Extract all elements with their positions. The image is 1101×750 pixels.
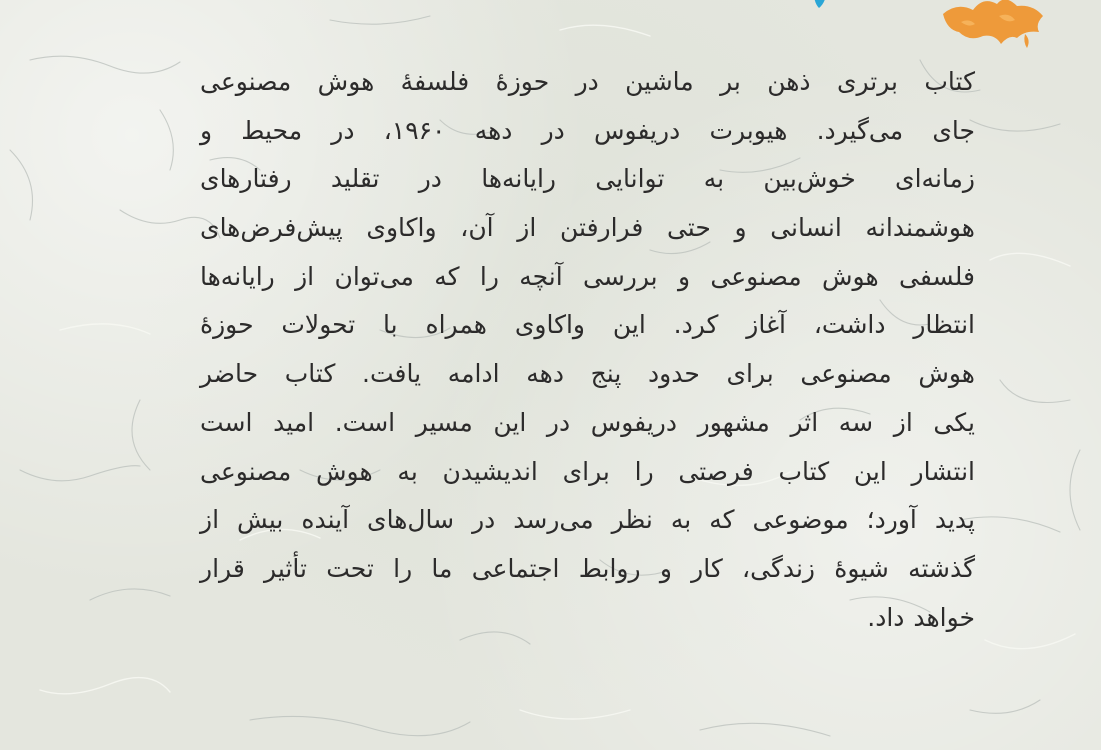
- blue-paint-mark-icon: [810, 0, 830, 10]
- paragraph-line: کتاب برتری ذهن بر ماشین در حوزهٔ فلسفهٔ هوش مصنوعی: [200, 67, 975, 96]
- paragraph-line-last: خواهد داد.: [867, 602, 975, 632]
- paragraph-line: انتظار داشت، آغاز کرد. این واکاوی همراه با تحولات حوزهٔ: [200, 310, 975, 340]
- paragraph-line: هوشمندانه انسانی و حتی فرارفتن از آن، واکاوی پیش‌فرض‌های: [200, 213, 975, 243]
- paragraph-line: فلسفی هوش مصنوعی و بررسی آنچه را که می‌توان از رایانه‌ها: [200, 261, 975, 291]
- paragraph-line: زمانه‌ای خوش‌بین به توانایی رایانه‌ها در تقلید رفتارهای: [200, 164, 975, 194]
- orange-paint-splash-icon: [939, 0, 1049, 50]
- book-blurb-paragraph: [200, 58, 975, 642]
- paragraph-line: یکی از سه اثر مشهور دریفوس در این مسیر است. امید است: [200, 407, 975, 437]
- paragraph-line: گذشته شیوهٔ زندگی، کار و روابط اجتماعی ما را تحت تأثیر قرار: [200, 553, 975, 583]
- paragraph-line: انتشار این کتاب فرصتی را برای اندیشیدن به هوش مصنوعی: [200, 456, 975, 486]
- paragraph-line: هوش مصنوعی برای حدود پنج دهه ادامه یافت. کتاب حاضر: [200, 359, 975, 389]
- paragraph-line: جای می‌گیرد. هیوبرت دریفوس در دهه ۱۹۶۰، در محیط و: [200, 115, 975, 145]
- paragraph-line: پدید آورد؛ موضوعی که به نظر می‌رسد در سال‌های آینده بیش از: [200, 505, 975, 535]
